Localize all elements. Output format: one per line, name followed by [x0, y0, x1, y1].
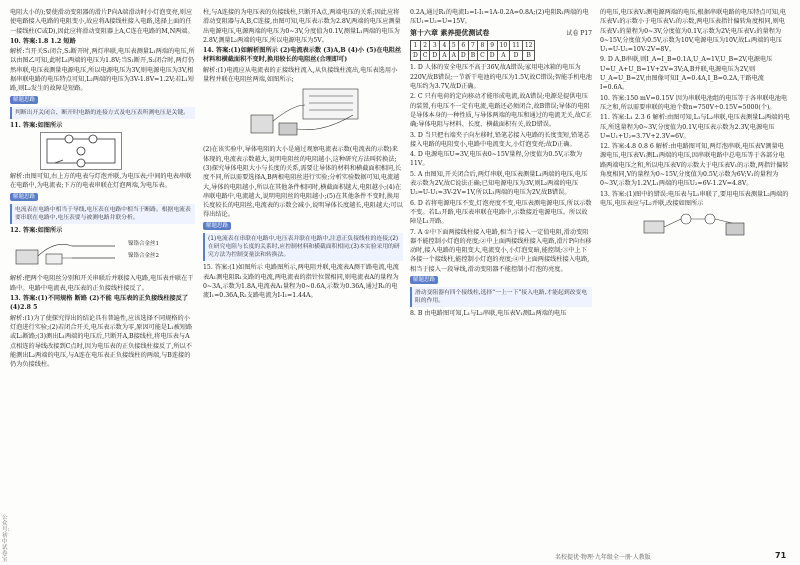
table-cell: 12 [522, 40, 535, 50]
table-cell: 4 [440, 40, 449, 50]
table-cell: 5 [449, 40, 458, 50]
q13-answer: 13. 答案:(1)不同规格 断路 (2)不能 电压表的正负接线柱接反了 (4)2.8 5 [10, 295, 189, 312]
wire-label-2: 镍铬合金丝2 [128, 253, 159, 260]
hint-box: 滑动变阻器有四个接线柱,选择“一上一下”接入电路,才能起到改变电阻的作用。 [410, 287, 592, 307]
table-cell: 2 [420, 40, 430, 50]
table-cell: A [497, 51, 510, 61]
col2-intro: 柱,与A连接的为电压表的负接线柱,只断开A点,两端电压的关系;因此应将滑动变阻器与A,B,C连接,由图可知,电压表示数为2.8V,两端的电压应测量出电源电压,电源两端的电压为0~3V,分度值为0.1V,测量L₁两端的电压为2.8V,测量L₂两端的电压,所以电源电压为5V。 [203, 9, 401, 44]
apparatus-diagram-icon [243, 85, 363, 145]
table-cell: 1 [411, 40, 421, 50]
wiring-diagram-icon [10, 236, 120, 274]
q12-item: 12. 答案:4.8 0.8 6 解析:由电路图可知,两灯泡串联,电压表V测量电源电压,电压表V₁测L₁两端的电压,因串联电路中总电压等于各部分电路两端电压之和,所以电压表V的示数大于电压表V₁的示数,两指针偏转角度相同,V的量程为0~15V,分度值为0.5V,示数为6V;V₁的量程为0~3V,示数为1.2V,L₁两端的电压U₂=6V-1.2V=4.8V。 [600, 143, 789, 188]
q15-answer: 15. 答案:(1)如图所示 电路图所示,两电阻并联,电流表A测干路电流,电流表A₁测电阻R₁支路的电流,两电流表的指针位置相同,则电流表A的量程为0~3A,示数为1.8A,电流表A₁量程为0~0.6A,示数为0.36A,通过R₁的电流I₁=0.36A,R₂支路电流为I-I₁=1.44A。 [203, 264, 399, 300]
footer-text: 名校提优·物理·九年级全一册·人教版 [555, 554, 651, 561]
table-cell: C [420, 51, 430, 61]
col4-top: 的电压,电压表V₂测电源两端的电压,根据串联电路的电压特点可知,电压表V₁的示数小于电压表V₂的示数,两电压表指针偏转角度相同,则电压表V₁的量程为0~3V,分度值为0.1V,示数为2V;电压表V₂的量程为0~15V,分度值为0.5V,示数为10V,电源电压为10V,故L₁两端的电压U₁=U-U₂=10V-2V=8V。 [600, 9, 787, 54]
q10-answer: 10. 答案:1.8 1.2 短路 [10, 37, 76, 45]
list-item: 3. D 当只把右端夹子向左移时,铅笔芯接入电路的长度变短,铅笔芯接入电路的电阻变小,电路中电流变大,小灯泡变亮;故D正确。 [410, 131, 590, 148]
table-cell: B [522, 51, 535, 61]
wire-label-1: 镍铬合金丝1 [128, 241, 159, 248]
q11-explanation: 解析:由图可知,右上方的电表与灯泡并联,为电压表;中间的电表串联在电路中,为电流表;下方的电表串联在灯泡两端,为电压表。 [10, 173, 192, 190]
table-row [411, 51, 535, 61]
table-cell: 8 [478, 40, 488, 50]
list-item: 7. A ①中下面两接线柱接入电路,相当于接入一定值电阻,滑动变阻器不能控制小灯泡的亮度;②中上面两接线柱接入电路,滑片P向右移动时,接入电路的电阻变大,电流变小,小灯泡变暗,能控制;③中上下各接一个接线柱,能控制小灯泡的亮度;④中上面两接线柱接入电路,相当于接入一段导线,滑动变阻器不能控制小灯泡的亮度。 [410, 228, 592, 273]
q10-explanation: 解析:当开关S₁闭合,S₂断开时,两灯串联,电压表测量L₁两端的电压,所以由图乙可知,此时L₁两端的电压为1.8V;当S₁断开,S₂闭合时,两灯仍然串联,电压表测量电源电压,所以电源电压为3V,则电源电压为3V,根据串联电路的电压特点可知,L₂两端的电压为3V-1.8V=1.2V;若L₁短路,则L₂发生的故障是短路。 [10, 48, 195, 93]
circuit-diagram-icon [41, 133, 121, 169]
table-cell: 10 [497, 40, 510, 50]
q14-explanation-2: (2)在该实验中,导体电阻的大小是通过观察电流表示数(电流表的示数)来体现的,电流表示数越大,说明电阻丝的电阻越小,这种研究方法叫转换法;(3)探究导体电阻大小与长度的关系,需要让导体的材料和横截面积相同,长度不同,所以需要选择A,B两根电阻丝进行实验;分析实验数据可知,电流越大,导体的电阻越小,所以在其他条件相同时,横截面积越大,电阻越小;(4)在串联电路中,电流越大,说明电阻丝的电阻越小;(5)在其他条件不变时,换用长度较长的电阻丝,电流表的示数会减小,说明导体长度越长,电阻越大;可以得出结论。 [203, 146, 403, 219]
list-item: 5. A 由图知,开关闭合后,两灯串联,电压表测量L₁两端的电压,电压表示数为2V,故C说法正确;已知电源电压为3V,则L₂两端的电压U₂=U-U₁=3V-2V=1V,所以L₁两端的电压为2V,故B错误。 [410, 170, 588, 197]
table-cell: A [440, 51, 449, 61]
q14-apparatus-figure [203, 85, 403, 145]
q9-item: 9. D A,B串联,则I_A=I_B=0.1A,U_A=1V,U_B=2V,电源电压U=U_A+U_B=1V+2V=3V;A,B并联,电源电压为2V,则U_A=U_B=2V,由图像可知I_A=0.4A,I_B=0.2A,干路电流I=0.6A。 [600, 56, 773, 92]
hint-tag: 解题思路 [410, 276, 438, 284]
list-item: 2. C 只有电荷的定向移动才能形成电流,故A错误;电源是提供电压的装置,有电压不一定有电流,电路还必须闭合,故B错误;导体的电阻是导体本身的一种性质,与导体两端的电压和通过的电流无关,故C正确;导体电阻与材料、长度、横截面积有关,故D错误。 [410, 93, 592, 129]
q8-item: 8. B 由电路图可知,L₁与L₂串联,电压表V₁测L₂两端的电压 [410, 310, 567, 318]
table-cell: D [411, 51, 421, 61]
circuit-apparatus-icon [640, 209, 750, 239]
q13-explanation: 解析:(1)为了使探究得出的结论具有普遍性,应该选择不同规格的小灯泡进行实验;(2)若闭合开关,电压表示数为零,原因可能是L₁被短路或L₂断路;(3)测出L₁两端的电压后,只断开A,B接线柱,将电压表与A点相连的导线改接到C点时,因为电压表的正负接线柱接反了,所以不能测出L₂两端的电压,与A连在电压表正负接线柱的两端,与B连接的仍为负接线柱。 [10, 314, 193, 369]
page-number: 71 [775, 551, 787, 560]
chapter-title: 第十六章 素养提优测试卷 [410, 28, 490, 37]
list-item: 1. D 人体的安全电压不高于36V,故A错误;家用电冰箱的电压为220V,故B错误;一节新干电池的电压为1.5V,故C错误;智能手机电池电压约为3.7V,故D正确。 [410, 64, 592, 91]
table-cell: 7 [468, 40, 477, 50]
q11-answer: 11. 答案:如图所示 [10, 121, 63, 129]
table-cell: C [478, 51, 488, 61]
list-item: 4. D 电源电压U=3V,电压表0~15V量程,分度值为0.5V,示数为11V。 [410, 151, 583, 168]
q12-wiring-figure [10, 236, 195, 274]
side-watermark: 公众号:初中试卷宝 [2, 515, 10, 563]
table-cell: D [458, 51, 468, 61]
q13-circuit-figure [600, 209, 790, 239]
table-cell: 6 [458, 40, 468, 50]
chapter-header [410, 29, 592, 38]
hint-tag: 解题思路 [10, 193, 38, 201]
table-cell: 11 [510, 40, 523, 50]
q14-answer: 14. 答案:(1)如解析图所示 (2)电流表示数 (3)A,B (4)小 (5)在电阻丝材料和横截面积不变时,换用较长的电阻丝(合理即可) [203, 47, 402, 64]
q11-circuit-figure [40, 132, 122, 170]
column-4 [600, 8, 790, 239]
chapter-ref: 试卷 P17 [566, 29, 592, 37]
answer-table [410, 40, 535, 62]
q12-answer: 12. 答案:如图所示 [10, 227, 63, 235]
hint-box: 判断出开关闭合、断开时电路的连接方式及电压表所测电压是关键。 [10, 107, 195, 119]
hint-tag: 解题思路 [10, 96, 38, 104]
q11-item: 11. 答案:L₁ 2.3 6 解析:由图可知,L₁与L₂串联,电压表测量L₂两端的电压,所选量程为0~3V,分度值为0.1V,电压表示数为2.3V,电源电压U=U₁+U₂=3.7V+2.3V=6V。 [600, 114, 790, 140]
table-cell: B [468, 51, 477, 61]
table-cell: 9 [487, 40, 497, 50]
hint-box: (1)电流表在串联在电路中,电压表并联在电路中,注意正负接线柱的连接;(2)在研究电阻与长度的关系时,应控制材料和横截面积相同;(3)本实验采用的研究方法为控制变量法和转换法。 [203, 233, 403, 262]
table-cell: 3 [430, 40, 440, 50]
hint-tag: 解题思路 [203, 222, 231, 230]
q14-explanation-1: 解析:(1)电流应从电流表的正接线柱流入,从负接线柱流出,电压表选用小量程并联在电阻丝两端,如图所示; [203, 66, 398, 84]
list-item: 6. D 若将电源电压不变,灯泡亮度不变,电压表测电源电压,所以示数不变。若L₁开路,电压表串联在电路中,示数接近电源电压。所以故障是L₁开路。 [410, 199, 592, 226]
table-cell: D [430, 51, 440, 61]
table-row [411, 40, 535, 50]
column-1 [10, 8, 195, 370]
table-cell: D [510, 51, 523, 61]
q12-explanation: 解析:把两个电阻丝分别和开关串联后并联接入电路,电压表并联在干路中。电路中电流表,电压表的正负接线柱接反了。 [10, 275, 194, 292]
column-2 [203, 8, 403, 302]
q13-item: 13. 答案:(1)图中的错误:电压表与L₁串联了,要用电压表测量L₂两端的电压,电压表应与L₂并联,改接如图所示 [600, 190, 789, 207]
q10-item: 10. 答案:150 mV=0.15V 因为串联电池组的电压等于各串联电池电压之和,所以需要串联的电池个数n=750V÷0.15V≈5000(个)。 [600, 94, 788, 111]
hint-box: 电流表在电路中相当于导线,电压表在电路中相当于断路。根据电流表要串联在电路中,电压表要与被测电路并联分析。 [10, 204, 195, 224]
col3-top: 0.2A,通过R₁的电流I₂=I-I₁=1A-0.2A=0.8A;(2)电阻R₁两端的电压U₁=U₂=U=15V。 [410, 9, 589, 26]
table-cell: A [449, 51, 458, 61]
table-cell: D [487, 51, 497, 61]
answer-list [410, 63, 592, 274]
column-3 [410, 8, 592, 320]
col1-intro: 电阻大小的);要使滑动变阻器的滑片P向A端滑动时小灯泡变亮,则应使电路接入电路的电阻变小,故应将A接线柱接入电路,选择上面的任一接线柱(C或D),因此应将滑动变阻器上A,C连在电路的M,N两端。 [10, 9, 194, 35]
